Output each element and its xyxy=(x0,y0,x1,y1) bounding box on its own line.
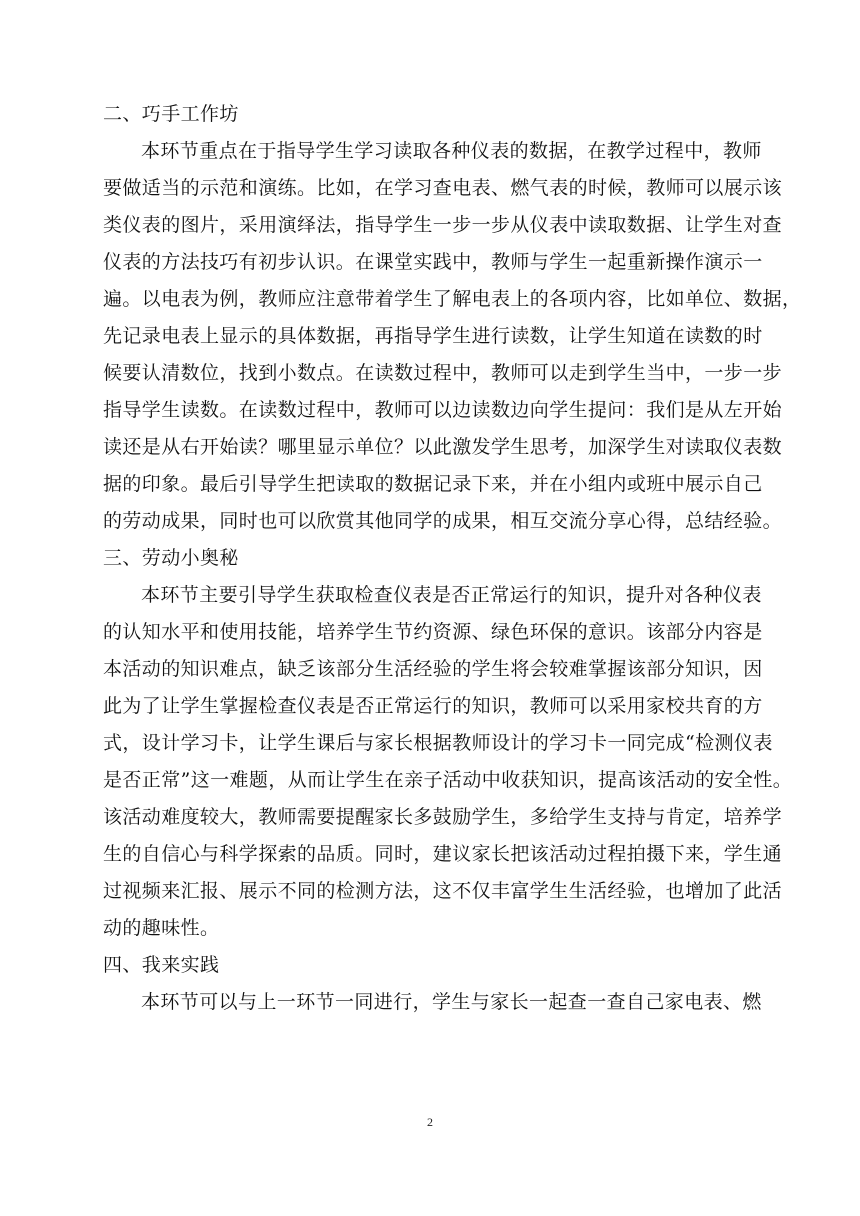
paragraph-line: 的认知水平和使用技能，培养学生节约资源、绿色环保的意识。该部分内容是 xyxy=(103,621,763,643)
paragraph-line: 要做适当的示范和演练。比如，在学习查电表、燃气表的时候，教师可以展示该 xyxy=(103,177,783,199)
paragraph-line: 是否正常”这一难题，从而让学生在亲子活动中收获知识，提高该活动的安全性。 xyxy=(103,769,793,791)
page-number: 2 xyxy=(427,1115,433,1129)
paragraph-line: 动的趣味性。 xyxy=(103,917,220,939)
paragraph-line: 本环节可以与上一环节一同进行，学生与家长一起查一查自己家电表、燃 xyxy=(141,991,762,1013)
paragraph-line: 本活动的知识难点，缺乏该部分生活经验的学生将会较难掌握该部分知识，因 xyxy=(103,658,763,680)
paragraph-line: 类仪表的图片，采用演绎法，指导学生一步一步从仪表中读取数据、让学生对查 xyxy=(103,214,783,236)
section-workshop xyxy=(103,96,802,540)
paragraph-line: 该活动难度较大，教师需要提醒家长多鼓励学生，多给学生支持与肯定，培养学 xyxy=(103,806,783,828)
paragraph-line: 据的印象。最后引导学生把读取的数据记录下来，并在小组内或班中展示自己 xyxy=(103,473,763,495)
paragraph-line: 式，设计学习卡，让学生课后与家长根据教师设计的学习卡一同完成“检测仪表 xyxy=(103,732,773,754)
section-labor-secrets xyxy=(103,540,793,947)
paragraph-line: 候要认清数位，找到小数点。在读数过程中，教师可以走到学生当中，一步一步 xyxy=(103,362,783,384)
paragraph-line: 本环节主要引导学生获取检查仪表是否正常运行的知识，提升对各种仪表 xyxy=(141,584,762,606)
paragraph-line: 遍。以电表为例，教师应注意带着学生了解电表上的各项内容，比如单位、数据， xyxy=(103,288,802,310)
paragraph-line: 此为了让学生掌握检查仪表是否正常运行的知识，教师可以采用家校共育的方 xyxy=(103,695,763,717)
section-heading: 四、我来实践 xyxy=(103,954,220,976)
section-practice xyxy=(103,947,775,1021)
document-body xyxy=(103,96,802,1021)
paragraph-line: 的劳动成果，同时也可以欣赏其他同学的成果，相互交流分享心得，总结经验。 xyxy=(103,510,783,532)
paragraph-line: 指导学生读数。在读数过程中，教师可以边读数边向学生提问：我们是从左开始 xyxy=(103,399,783,421)
paragraph-line: 过视频来汇报、展示不同的检测方法，这不仅丰富学生生活经验，也增加了此活 xyxy=(103,880,783,902)
section-heading: 三、劳动小奥秘 xyxy=(103,547,239,569)
paragraph-line: 仪表的方法技巧有初步认识。在课堂实践中，教师与学生一起重新操作演示一 xyxy=(103,251,763,273)
paragraph-line: 读还是从右开始读？哪里显示单位？以此激发学生思考，加深学生对读取仪表数 xyxy=(103,436,783,458)
paragraph-line: 生的自信心与科学探索的品质。同时，建议家长把该活动过程拍摄下来，学生通 xyxy=(103,843,783,865)
paragraph-line: 本环节重点在于指导学生学习读取各种仪表的数据，在教学过程中，教师 xyxy=(141,140,762,162)
paragraph-line: 先记录电表上显示的具体数据，再指导学生进行读数，让学生知道在读数的时 xyxy=(103,325,763,347)
section-heading: 二、巧手工作坊 xyxy=(103,103,239,125)
